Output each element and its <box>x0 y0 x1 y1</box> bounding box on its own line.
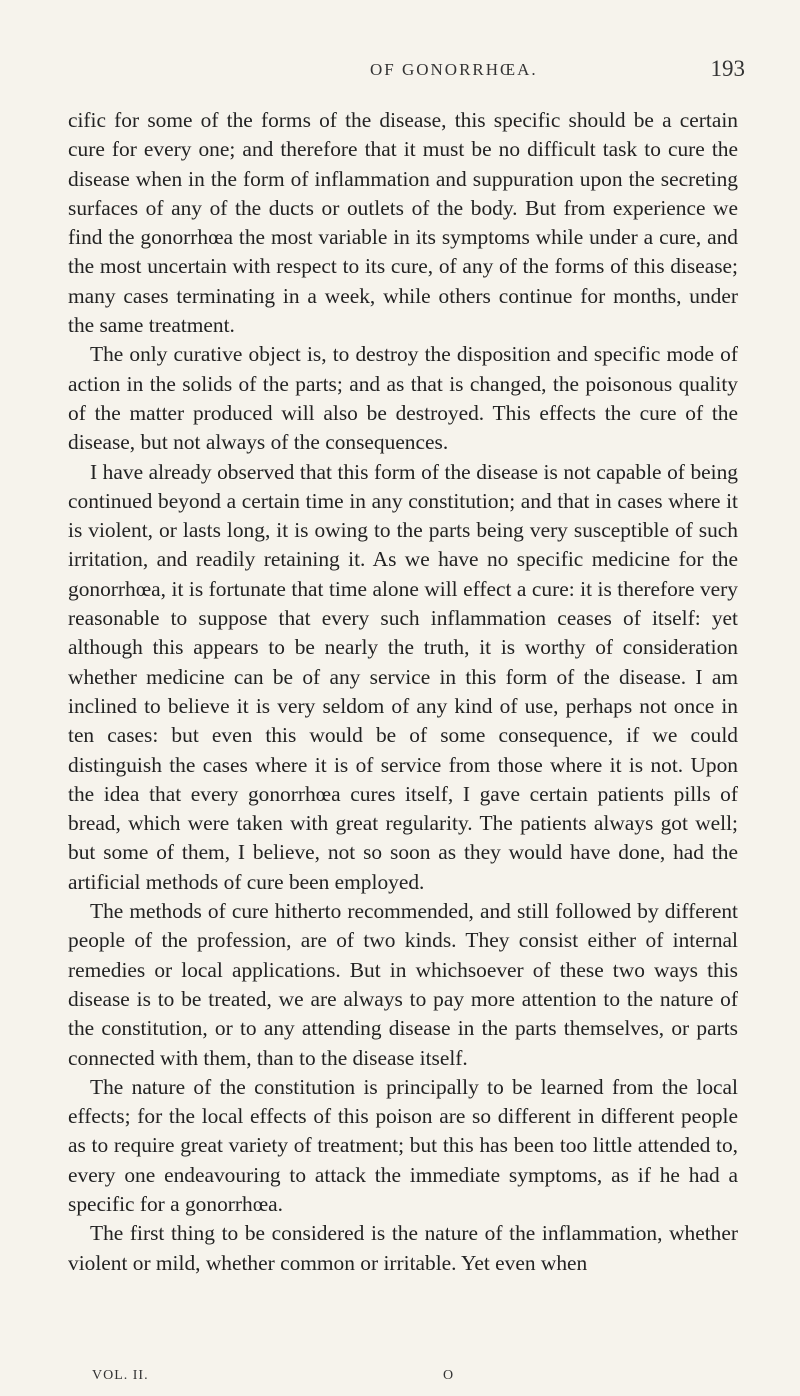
page-number: 193 <box>710 56 745 81</box>
page-footer <box>0 1368 800 1390</box>
paragraph-2: The only curative object is, to destroy the disposition and specific mode of action in the solids of the parts; and as that is changed, the poisonous quality of the matter produced will also be destroyed. This effects the cure of the disease, but not always of the consequences. <box>68 342 738 455</box>
page-header <box>0 56 800 90</box>
paragraph-4: The methods of cure hitherto recommended, and still followed by different people of the profession, are of two kinds. They consist either of internal remedies or local applications. But in whichsoever of these two ways this disease is to be treated, we are always to pay more attention to the nature of the constitution, or to any attending disease in the parts themselves, or parts connected with them, than to the disease itself. <box>68 899 738 1070</box>
volume-label: VOL. II. <box>92 1368 149 1383</box>
paragraph-3: I have already observed that this form of the disease is not capable of being continued beyond a certain time in any constitution; and that in cases where it is violent, or lasts long, it is owing to the parts being very susceptible of such irritation, and readily retaining it. As we have no specific medicine for the gonorrhœa, it is fortunate that time alone will effect a cure: it is therefore very reasonable to suppose that every such inflammation ceases of itself: yet although this appears to be nearly the truth, it is worthy of consideration whether medicine can be of any service in this form of the disease. I am inclined to believe it is very seldom of any kind of use, perhaps not once in ten cases: but even this would be of some consequence, if we could distinguish the cases where it is of service from those where it is not. Upon the idea that every gonorrhœa cures itself, I gave certain patients pills of bread, which were taken with great regularity. The patients always got well; but some of them, I believe, not so soon as they would have done, had the artificial methods of cure been employed. <box>68 459 738 894</box>
body-text <box>68 106 738 1278</box>
running-head: OF GONORRHŒA. <box>370 60 538 79</box>
signature-mark: O <box>443 1368 454 1383</box>
paragraph-6: The first thing to be considered is the nature of the inflammation, whether violent or mild, whether common or irritable. Yet even when <box>68 1221 738 1275</box>
paragraph-1: cific for some of the forms of the disease, this specific should be a certain cure for every one; and therefore that it must be no difficult task to cure the disease when in the form of inflammation and suppuration upon the secreting surfaces of any of the ducts or outlets of the body. But from experience we find the gonorrhœa the most variable in its symptoms while under a cure, and the most uncertain with respect to its cure, of any of the forms of this disease; many cases terminating in a week, while others continue for months, under the same treatment. <box>68 108 738 338</box>
paragraph-5: The nature of the constitution is principally to be learned from the local effects; for the local effects of this poison are so different in different people as to require great variety of treatment; but this has been too little attended to, every one endeavouring to attack the immediate symptoms, as if he had a specific for a gonorrhœa. <box>68 1074 738 1216</box>
